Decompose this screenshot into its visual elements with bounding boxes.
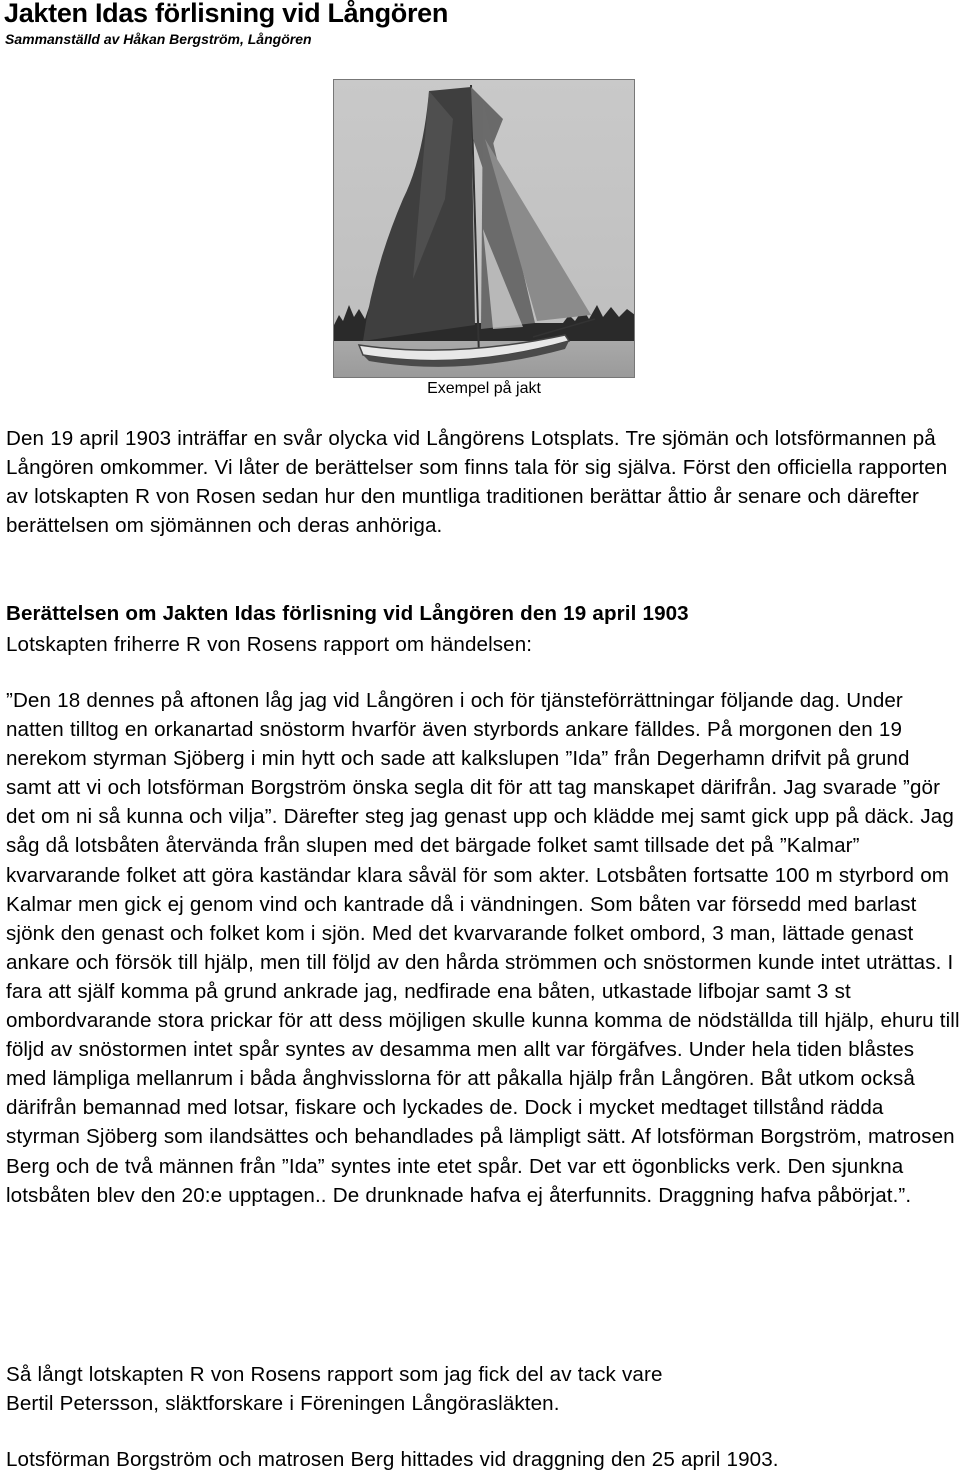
closing-paragraph (6, 1360, 960, 1418)
closing-line-1: Så långt lotskapten R von Rosens rapport som jag fick del av tack vare (6, 1363, 663, 1386)
closing-line-2: Bertil Petersson, släktforskare i Föreningen Långörasläkten. (6, 1392, 560, 1416)
section-subheading: Lotskapten friherre R von Rosens rapport om händelsen: (6, 633, 533, 656)
document-subtitle: Sammanställd av Håkan Bergström, Långören (5, 31, 312, 47)
section-heading: Berättelsen om Jakten Idas förlisning vid Långören den 19 april 1903 (6, 602, 689, 625)
sailing-boat-photo (333, 79, 635, 378)
photo-caption: Exempel på jakt (427, 380, 541, 397)
final-note: Lotsförman Borgström och matrosen Berg hittades vid draggning den 25 april 1903. (6, 1448, 779, 1471)
document-title: Jakten Idas förlisning vid Långören (4, 0, 449, 28)
report-quote: ”Den 18 dennes på aftonen låg jag vid Långören i och för tjänsteförrättningar följande dag. Under natten tilltog en orkanartad snöstorm hvarför även styrbords ankare fälldes. På morgonen den 19 nerekom styrman Sjöberg i min hytt och sade att kalkslupen ”Ida” från Degerhamn drifvit på grund samt att vi och lotsförman Borgström önska segla dit för att tag manskapet därifrån. Jag svarade ”gör det om ni så kunna och vilja”. Därefter steg jag genast upp och klädde mej samt gick upp på däck. Jag såg då lotsbåten återvända från slupen med det bärgade folket samt tillsade det på ”Kalmar” kvarvarande folket att göra kaständar klara såväl för som akter. Lotsbåten fortsatte 100 m styrbord om Kalmar men gick ej genom vind och kantrade då i vändningen. Som båten var försedd med barlast sjönk den genast och folket kom i sjön. Med det kvarvarande folket ombord, 3 man, lättade genast ankare och försök till hjälp, men till följd av den hårda strömmen och snöstormen kunde intet uträttas. I fara att själf komma på grund ankrade jag, nedfirade ena båten, utkastade lifbojar samt 3 st ombordvarande stora prickar för att dess möjligen skulle kunna komma de nödställda till hjälp, ehuru till följd av snöstormen intet spår syntes av desamma men allt var förgäfves. Under hela tiden blåstes med lämpliga mellanrum i båda ånghvisslorna för att påkalla hjälp från Långören. Båt utkom också därifrån bemannad med lotsar, fiskare och lyckades de. Dock i mycket medtaget tillstånd rädda styrman Sjöberg som ilandsättes och behandlades på lämpligt sätt. Af lotsförman Borgström, matrosen Berg och de två männen från ”Ida” syntes inte etet spår. Det var ett ögonblicks verk. Den sjunkna lotsbåten blev den 20:e upptagen.. De drunknade hafva ej återfunnits. Draggning hafva påbörjat.”. (6, 689, 960, 1207)
intro-paragraph: Den 19 april 1903 inträffar en svår olycka vid Långörens Lotsplats. Tre sjömän och lotsförmannen på Långören omkommer. Vi låter de berättelser som finns tala för sig själva. Först den officiella rapporten av lotskapten R von Rosen sedan hur den muntliga traditionen berättar åttio år senare och därefter berättelsen om sjömännen och deras anhöriga. (6, 427, 948, 538)
